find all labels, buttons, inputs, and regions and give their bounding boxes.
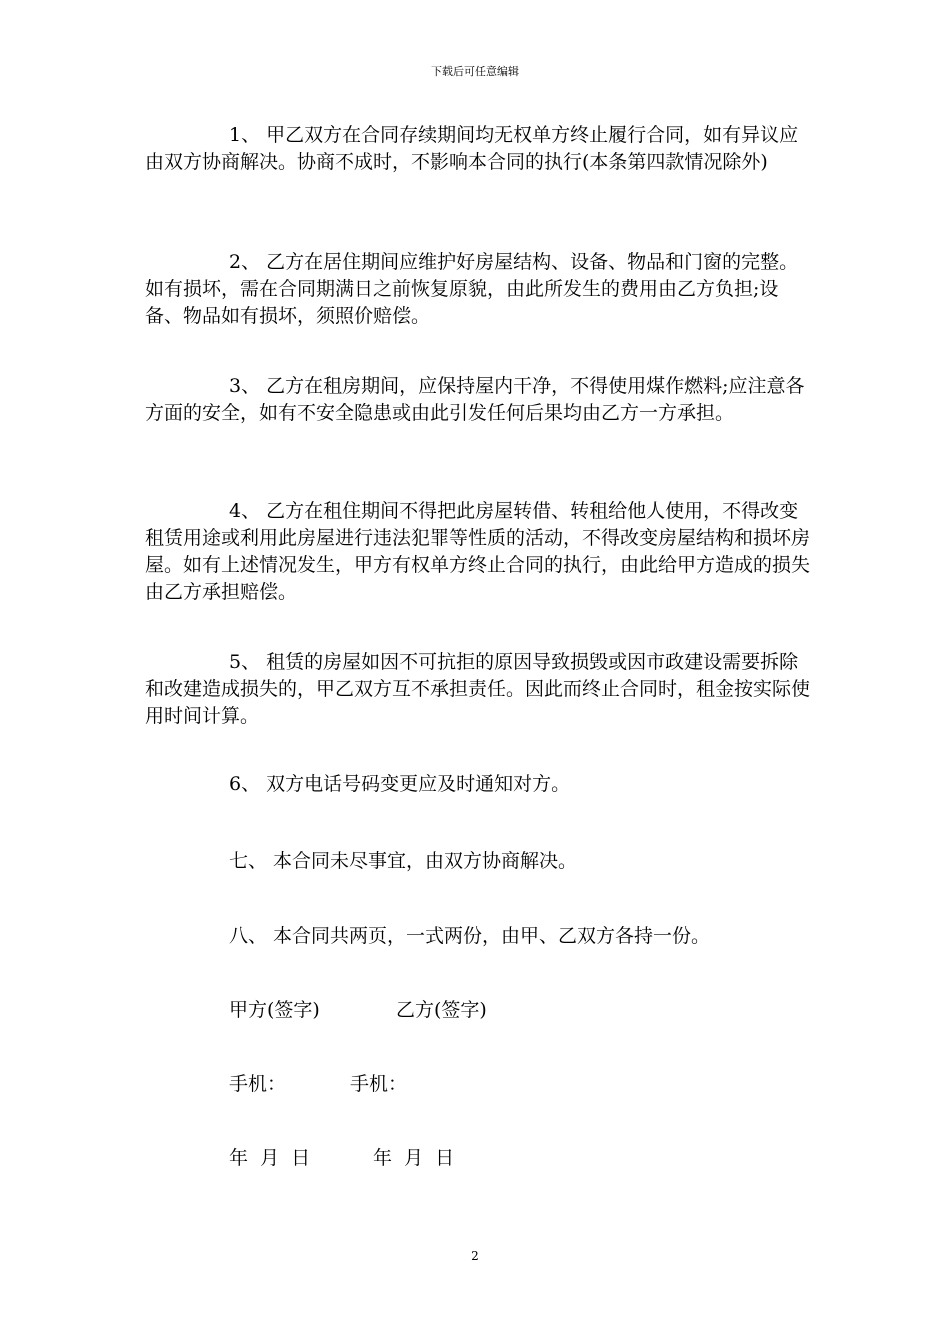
- clause-8: 八、 本合同共两页，一式两份，由甲、乙双方各持一份。: [229, 925, 711, 947]
- party-b-date-label: 年 月 日: [373, 1147, 455, 1169]
- clause-3: 3、 乙方在租房期间，应保持屋内干净，不得使用煤作燃料;应注意各方面的安全，如有不安全隐患或由此引发任何后果均由乙方一方承担。: [145, 375, 805, 424]
- clause-4: 4、 乙方在租住期间不得把此房屋转借、转租给他人使用，不得改变租赁用途或利用此房屋进行违法犯罪等性质的活动，不得改变房屋结构和损坏房屋。如有上述情况发生，甲方有权单方终止合同的执行，由此给甲方造成的损失由乙方承担赔偿。: [145, 500, 811, 603]
- party-b-signature-label: 乙方(签字): [396, 999, 487, 1021]
- clause-7: 七、 本合同未尽事宜，由双方协商解决。: [229, 850, 578, 872]
- clause-5: 5、 租赁的房屋如因不可抗拒的原因导致损毁或因市政建设需要拆除和改建造成损失的，甲乙双方互不承担责任。因此而终止合同时，租金按实际使用时间计算。: [145, 651, 811, 727]
- party-a-signature-label: 甲方(签字): [229, 999, 320, 1021]
- clause-1: 1、 甲乙双方在合同存续期间均无权单方终止履行合同，如有异议应由双方协商解决。协商不成时，不影响本合同的执行(本条第四款情况除外): [145, 124, 799, 173]
- party-b-phone-label: 手机：: [350, 1073, 408, 1095]
- clause-6: 6、 双方电话号码变更应及时通知对方。: [229, 773, 571, 795]
- header-note: 下载后可任意编辑: [431, 65, 519, 78]
- party-a-phone-label: 手机：: [229, 1073, 287, 1095]
- clause-2: 2、 乙方在居住期间应维护好房屋结构、设备、物品和门窗的完整。如有损坏，需在合同期满日之前恢复原貌，由此所发生的费用由乙方负担;设备、物品如有损坏，须照价赔偿。: [145, 251, 799, 327]
- party-a-date-label: 年 月 日: [229, 1147, 311, 1169]
- page-number: 2: [471, 1249, 479, 1263]
